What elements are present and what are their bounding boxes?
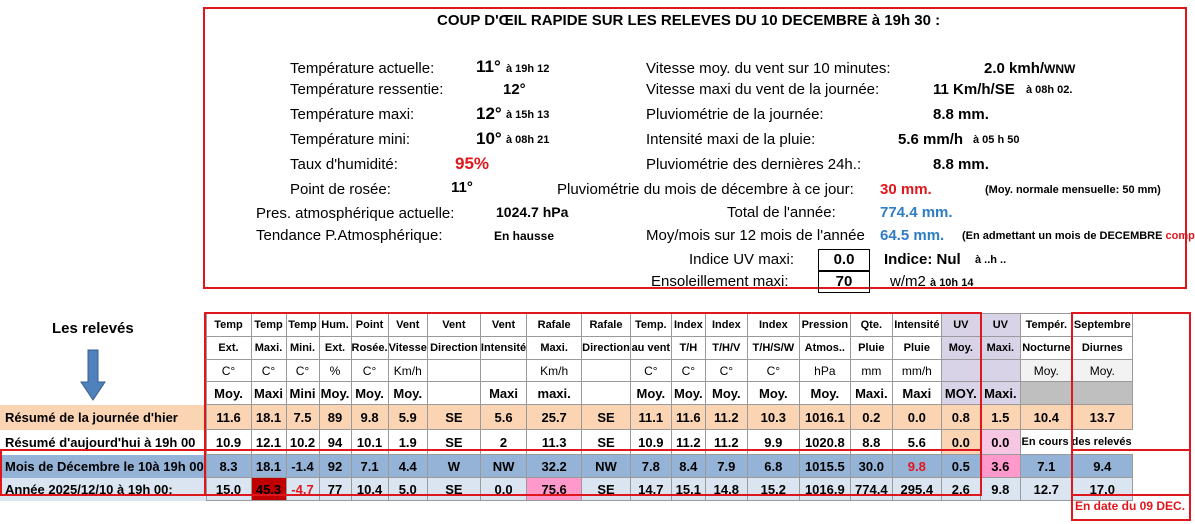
data-cell: 75.6 xyxy=(527,478,582,501)
summary-panel xyxy=(203,7,1187,289)
data-cell: 2.6 xyxy=(941,478,980,501)
uv-label: Indice UV maxi: xyxy=(689,251,795,268)
data-cell: 11.2 xyxy=(705,405,747,430)
header-cell: Maxi. xyxy=(527,337,582,360)
row-label: Résumé de la journée d'hier xyxy=(0,405,206,430)
header-cell: Intensité xyxy=(480,337,526,360)
data-cell: 8.8 xyxy=(850,430,892,455)
data-cell: 13.7 xyxy=(1072,405,1132,430)
temp-maxi-time: à 15h 13 xyxy=(506,109,550,121)
ensoleillement-value: 70 xyxy=(818,271,870,293)
header-cell: Point xyxy=(351,314,388,337)
data-cell: 17.0 xyxy=(1072,478,1132,501)
data-cell: 10.3 xyxy=(747,405,799,430)
data-cell: 5.0 xyxy=(388,478,427,501)
intensite-value: 5.6 mm/h xyxy=(898,131,964,148)
data-cell: 7.9 xyxy=(705,455,747,478)
vent-maxi-value: 11 Km/h/SE xyxy=(933,81,1015,98)
ensoleillement-time: à 10h 14 xyxy=(930,277,974,289)
header-cell: Tempér. xyxy=(1020,314,1072,337)
header-cell: % xyxy=(319,360,351,382)
row-label-empty xyxy=(0,360,206,382)
data-cell: 18.1 xyxy=(251,405,286,430)
intensite-time: à 05 h 50 xyxy=(973,134,1020,146)
data-cell: 15.2 xyxy=(747,478,799,501)
data-cell: 5.6 xyxy=(892,430,941,455)
data-cell: 7.1 xyxy=(351,455,388,478)
data-cell: 10.2 xyxy=(286,430,319,455)
header-cell: Rafale xyxy=(582,314,631,337)
data-cell: 12.1 xyxy=(251,430,286,455)
header-row-2 xyxy=(0,337,1132,360)
header-cell: Septembre xyxy=(1072,314,1132,337)
data-cell: SE xyxy=(582,405,631,430)
header-cell: Moy. xyxy=(319,382,351,405)
header-cell: Maxi. xyxy=(980,337,1020,360)
header-cell: MOY. xyxy=(941,382,980,405)
header-cell: T/H/V xyxy=(705,337,747,360)
data-cell: 1016.1 xyxy=(799,405,850,430)
header-cell: Ext. xyxy=(319,337,351,360)
header-cell: Moy. xyxy=(388,382,427,405)
row-label: Mois de Décembre le 10à 19h 00 xyxy=(0,455,206,478)
tendance-value: En hausse xyxy=(494,229,555,243)
data-cell: 15.0 xyxy=(206,478,251,501)
header-cell: Maxi xyxy=(480,382,526,405)
data-cell: NW xyxy=(582,455,631,478)
header-cell: Maxi xyxy=(251,382,286,405)
temp-ressentie-value: 12° xyxy=(503,81,526,98)
data-cell: 10.1 xyxy=(351,430,388,455)
header-cell: Nocturne xyxy=(1020,337,1072,360)
row-label: Année 2025/12/10 à 19h 00: xyxy=(0,478,206,501)
moy-mois-label: Moy/mois sur 12 mois de l'année xyxy=(646,227,865,244)
row-mois xyxy=(0,455,1132,478)
vent-moy-dir: WNW xyxy=(1044,62,1076,76)
data-cell: 45.3 xyxy=(251,478,286,501)
data-cell: 0.2 xyxy=(850,405,892,430)
data-cell: SE xyxy=(427,405,480,430)
header-cell: Pluie xyxy=(850,337,892,360)
data-cell: -4.7 xyxy=(286,478,319,501)
header-cell: Vent xyxy=(388,314,427,337)
footer-note: En date du 09 DEC. xyxy=(1075,499,1186,513)
data-cell: 0.0 xyxy=(980,430,1020,455)
agg-row xyxy=(0,382,1132,405)
data-cell: 12.7 xyxy=(1020,478,1072,501)
row-aujourdhui xyxy=(0,430,1132,455)
header-cell xyxy=(1020,382,1072,405)
header-cell: Intensité xyxy=(892,314,941,337)
total-annee-label: Total de l'année: xyxy=(727,204,836,221)
temp-actuelle-time: à 19h 12 xyxy=(506,63,550,75)
header-cell: Temp xyxy=(206,314,251,337)
vent-moy-value xyxy=(984,60,1075,77)
data-cell: 11.6 xyxy=(206,405,251,430)
summary-title: COUP D'ŒIL RAPIDE SUR LES RELEVES DU 10 DECEMBRE à 19h 30 : xyxy=(437,12,941,29)
row-label-empty xyxy=(0,314,206,337)
data-cell: 1.5 xyxy=(980,405,1020,430)
data-cell: 11.2 xyxy=(671,430,705,455)
pluvio-24h-value: 8.8 mm. xyxy=(933,156,989,173)
data-cell: 7.1 xyxy=(1020,455,1072,478)
header-cell: Moy. xyxy=(1072,360,1132,382)
header-cell: Temp xyxy=(286,314,319,337)
data-cell: 1016.9 xyxy=(799,478,850,501)
header-cell: C° xyxy=(251,360,286,382)
pression-label: Pres. atmosphérique actuelle: xyxy=(256,205,455,222)
header-cell: UV xyxy=(941,314,980,337)
data-cell: 0.0 xyxy=(892,405,941,430)
ensoleillement-label: Ensoleillement maxi: xyxy=(651,273,789,290)
data-cell: 7.5 xyxy=(286,405,319,430)
header-cell: Ext. xyxy=(206,337,251,360)
header-cell: Moy. xyxy=(206,382,251,405)
data-cell: NW xyxy=(480,455,526,478)
data-cell: 5.6 xyxy=(480,405,526,430)
header-cell xyxy=(480,360,526,382)
header-cell: T/H/S/W xyxy=(747,337,799,360)
header-cell: Maxi. xyxy=(850,382,892,405)
row-hier xyxy=(0,405,1132,430)
header-cell: Mini xyxy=(286,382,319,405)
header-cell: Moy. xyxy=(351,382,388,405)
uv-value: 0.0 xyxy=(818,249,870,271)
vent-moy-speed: 2.0 kmh/ xyxy=(984,60,1045,77)
header-cell: Qte. xyxy=(850,314,892,337)
header-cell: C° xyxy=(351,360,388,382)
row-annee xyxy=(0,478,1132,501)
header-cell: Vent xyxy=(427,314,480,337)
header-cell xyxy=(582,382,631,405)
vent-maxi-time: à 08h 02. xyxy=(1026,84,1073,96)
uv-indice: Indice: Nul xyxy=(884,251,961,268)
data-cell: 32.2 xyxy=(527,455,582,478)
header-cell: C° xyxy=(705,360,747,382)
data-cell: 10.4 xyxy=(1020,405,1072,430)
moy-mois-note-text: (En admettant un mois de DECEMBRE xyxy=(962,230,1166,242)
header-cell: Index xyxy=(671,314,705,337)
header-cell: Km/h xyxy=(388,360,427,382)
header-cell: C° xyxy=(747,360,799,382)
pluvio-jour-value: 8.8 mm. xyxy=(933,106,989,123)
moy-mois-note xyxy=(962,230,1195,242)
data-cell: SE xyxy=(427,430,480,455)
header-cell: maxi. xyxy=(527,382,582,405)
header-cell: Moy. xyxy=(705,382,747,405)
humidite-value: 95% xyxy=(455,154,490,173)
header-cell: Pluie xyxy=(892,337,941,360)
header-cell: Moy. xyxy=(1020,360,1072,382)
row-label-empty xyxy=(0,337,206,360)
data-cell: 18.1 xyxy=(251,455,286,478)
pluvio-mois-value: 30 mm. xyxy=(880,181,932,198)
data-cell: SE xyxy=(582,430,631,455)
data-cell: 5.9 xyxy=(388,405,427,430)
data-cell: 6.8 xyxy=(747,455,799,478)
header-cell: Moy. xyxy=(671,382,705,405)
header-cell xyxy=(941,360,980,382)
header-cell: Temp. xyxy=(630,314,671,337)
vent-moy-label: Vitesse moy. du vent sur 10 minutes: xyxy=(646,60,891,77)
data-cell: 0.5 xyxy=(941,455,980,478)
data-cell: 295.4 xyxy=(892,478,941,501)
data-cell: 3.6 xyxy=(980,455,1020,478)
data-cell: SE xyxy=(427,478,480,501)
data-cell: 10.9 xyxy=(206,430,251,455)
data-cell: 9.9 xyxy=(747,430,799,455)
data-cell: 11.3 xyxy=(527,430,582,455)
header-cell: mm xyxy=(850,360,892,382)
temp-mini-value: 10° xyxy=(476,129,502,148)
header-cell: Moy. xyxy=(630,382,671,405)
header-cell: Rosée. xyxy=(351,337,388,360)
header-cell: Atmos.. xyxy=(799,337,850,360)
temp-ressentie-label: Température ressentie: xyxy=(290,81,444,98)
temp-maxi-value: 12° xyxy=(476,104,502,123)
data-cell: 9.8 xyxy=(351,405,388,430)
header-cell: au vent xyxy=(630,337,671,360)
header-cell: Pression xyxy=(799,314,850,337)
data-cell: 89 xyxy=(319,405,351,430)
header-cell: Mini. xyxy=(286,337,319,360)
rosee-value: 11° xyxy=(451,179,473,196)
data-cell: 1.9 xyxy=(388,430,427,455)
header-cell: Moy. xyxy=(747,382,799,405)
header-cell xyxy=(427,382,480,405)
header-row-1 xyxy=(0,314,1132,337)
data-cell: 25.7 xyxy=(527,405,582,430)
header-cell: hPa xyxy=(799,360,850,382)
pluvio-mois-label: Pluviométrie du mois de décembre à ce jour: xyxy=(557,181,854,198)
header-cell: Maxi. xyxy=(980,382,1020,405)
data-cell: 77 xyxy=(319,478,351,501)
data-cell: 774.4 xyxy=(850,478,892,501)
header-cell: C° xyxy=(630,360,671,382)
row-note: En cours des relevés xyxy=(1021,436,1132,448)
header-cell: Index xyxy=(747,314,799,337)
data-cell: 11.2 xyxy=(705,430,747,455)
header-cell: T/H xyxy=(671,337,705,360)
pluvio-24h-label: Pluviométrie des dernières 24h.: xyxy=(646,156,862,173)
data-cell: 0.8 xyxy=(941,405,980,430)
data-cell: 8.4 xyxy=(671,455,705,478)
moy-mois-note-red: comp xyxy=(1165,230,1195,242)
row-label: Résumé d'aujourd'hui à 19h 00 xyxy=(0,430,206,455)
data-cell: 0.0 xyxy=(941,430,980,455)
moy-mois-value: 64.5 mm. xyxy=(880,227,945,244)
data-cell: 1015.5 xyxy=(799,455,850,478)
rosee-label: Point de rosée: xyxy=(290,181,391,198)
data-cell: 11.1 xyxy=(630,405,671,430)
temp-mini-label: Température mini: xyxy=(290,131,411,148)
header-cell xyxy=(427,360,480,382)
header-cell: mm/h xyxy=(892,360,941,382)
data-cell: 14.8 xyxy=(705,478,747,501)
data-cell: 10.9 xyxy=(630,430,671,455)
uv-time: à ..h .. xyxy=(975,254,1007,266)
temp-mini-time: à 08h 21 xyxy=(506,134,550,146)
header-cell: Rafale xyxy=(527,314,582,337)
data-cell: 9.8 xyxy=(892,455,941,478)
data-cell: -1.4 xyxy=(286,455,319,478)
data-cell: 15.1 xyxy=(671,478,705,501)
header-cell xyxy=(582,360,631,382)
ensoleillement-unit xyxy=(890,273,973,290)
data-cell: 1020.8 xyxy=(799,430,850,455)
header-cell: UV xyxy=(980,314,1020,337)
temp-maxi-label: Température maxi: xyxy=(290,106,415,123)
header-cell: Index xyxy=(705,314,747,337)
pluvio-mois-note: (Moy. normale mensuelle: 50 mm) xyxy=(985,184,1161,196)
header-cell: Hum. xyxy=(319,314,351,337)
total-annee-value: 774.4 mm. xyxy=(880,204,953,221)
header-cell: Direction xyxy=(582,337,631,360)
data-cell: 0.0 xyxy=(480,478,526,501)
data-cell: 4.4 xyxy=(388,455,427,478)
header-cell xyxy=(1072,382,1132,405)
header-cell xyxy=(980,360,1020,382)
header-cell: C° xyxy=(286,360,319,382)
header-cell: Km/h xyxy=(527,360,582,382)
data-cell: 14.7 xyxy=(630,478,671,501)
data-cell: 94 xyxy=(319,430,351,455)
data-cell: 8.3 xyxy=(206,455,251,478)
header-cell: Direction xyxy=(427,337,480,360)
header-cell: Maxi xyxy=(892,382,941,405)
data-cell: 30.0 xyxy=(850,455,892,478)
row-label-empty xyxy=(0,382,206,405)
releves-title: Les relevés xyxy=(52,320,134,337)
pression-value: 1024.7 hPa xyxy=(496,204,569,220)
data-cell: 9.8 xyxy=(980,478,1020,501)
ensoleillement-unit-text: w/m2 xyxy=(890,273,926,290)
temp-actuelle-value: 11° xyxy=(476,57,501,76)
header-cell: C° xyxy=(206,360,251,382)
header-cell: Maxi. xyxy=(251,337,286,360)
intensite-label: Intensité maxi de la pluie: xyxy=(646,131,816,148)
data-cell: 10.4 xyxy=(351,478,388,501)
data-cell: W xyxy=(427,455,480,478)
pluvio-jour-label: Pluviométrie de la journée: xyxy=(646,106,824,123)
units-row xyxy=(0,360,1132,382)
header-cell: C° xyxy=(671,360,705,382)
releves-table xyxy=(0,313,1133,501)
data-cell: 2 xyxy=(480,430,526,455)
data-cell: SE xyxy=(582,478,631,501)
data-cell: 9.4 xyxy=(1072,455,1132,478)
humidite-label: Taux d'humidité: xyxy=(290,156,398,173)
header-cell: Temp xyxy=(251,314,286,337)
tendance-label: Tendance P.Atmosphérique: xyxy=(256,227,443,244)
header-cell: Vent xyxy=(480,314,526,337)
temp-actuelle-label: Température actuelle: xyxy=(290,60,435,77)
data-cell: 11.6 xyxy=(671,405,705,430)
header-cell: Vitesse xyxy=(388,337,427,360)
data-cell: 92 xyxy=(319,455,351,478)
header-cell: Moy. xyxy=(799,382,850,405)
header-cell: Diurnes xyxy=(1072,337,1132,360)
data-cell: 7.8 xyxy=(630,455,671,478)
vent-maxi-label: Vitesse maxi du vent de la journée: xyxy=(646,81,880,98)
header-cell: Moy. xyxy=(941,337,980,360)
